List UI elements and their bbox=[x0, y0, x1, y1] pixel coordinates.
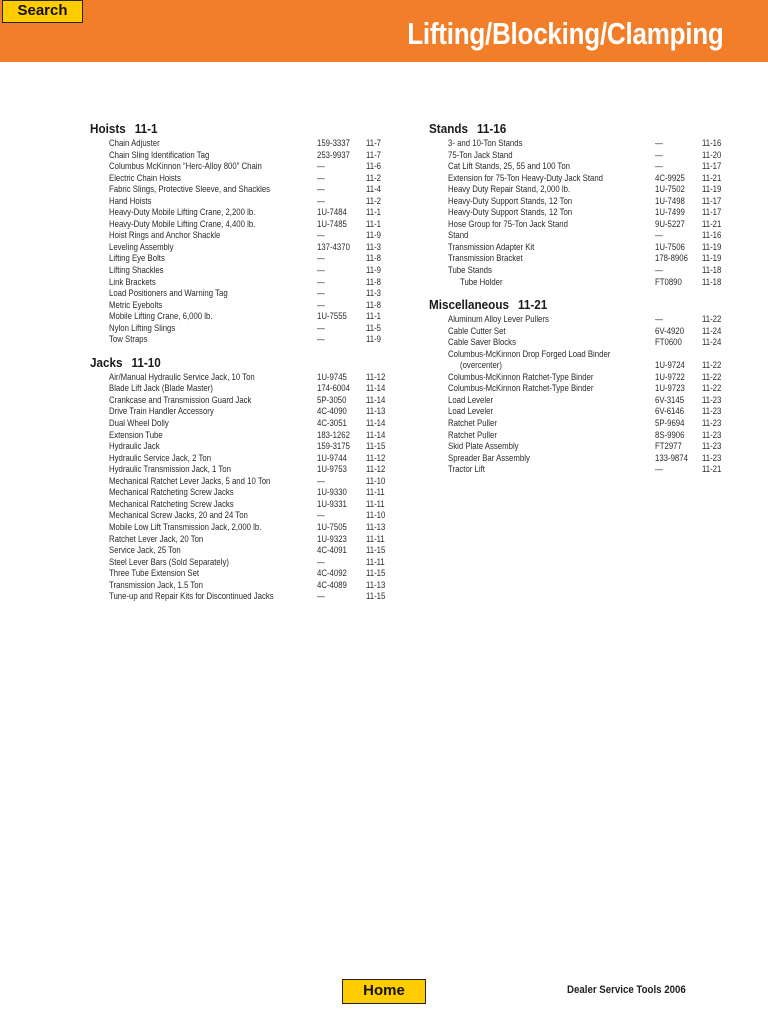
entry-name: Cable Saver Blocks bbox=[448, 337, 516, 349]
entry-page-ref: 11-11 bbox=[366, 533, 385, 545]
entry-part-number: 1U-9323 bbox=[317, 533, 347, 545]
entry-part-number: 9U-5227 bbox=[655, 218, 685, 230]
entry-name: Metric Eyebolts bbox=[109, 299, 163, 311]
entry-part-number: — bbox=[317, 172, 325, 184]
entry-part-number: 178-8906 bbox=[655, 253, 688, 265]
index-entry[interactable] bbox=[90, 196, 390, 208]
entry-name: Steel Lever Bars (Sold Separately) bbox=[109, 556, 229, 568]
left-column bbox=[90, 120, 390, 603]
entry-part-number: 8S-9906 bbox=[655, 429, 685, 441]
entry-page-ref: 11-4 bbox=[366, 184, 382, 196]
entry-page-ref: 11-3 bbox=[366, 241, 382, 253]
entry-part-number: 4C-9925 bbox=[655, 172, 685, 184]
index-entry[interactable] bbox=[90, 430, 390, 442]
entry-name: Cable Cutter Set bbox=[448, 325, 506, 337]
index-entry[interactable] bbox=[90, 265, 390, 277]
index-entry[interactable] bbox=[429, 453, 739, 465]
index-entry[interactable] bbox=[90, 207, 390, 219]
entry-part-number: 1U-9744 bbox=[317, 452, 347, 464]
entry-name: Tow Straps bbox=[109, 334, 148, 346]
index-entry[interactable] bbox=[90, 323, 390, 335]
section-heading bbox=[429, 120, 708, 138]
index-entry[interactable] bbox=[429, 277, 739, 289]
entry-part-number: — bbox=[655, 464, 663, 476]
index-entry[interactable] bbox=[90, 383, 390, 395]
index-entry[interactable] bbox=[90, 230, 390, 242]
entry-name: Load Leveler bbox=[448, 394, 494, 406]
entry-page-ref: 11-15 bbox=[366, 441, 386, 453]
home-button[interactable]: Home bbox=[342, 979, 426, 1004]
right-column bbox=[429, 120, 739, 476]
entry-page-ref: 11-13 bbox=[366, 579, 386, 591]
entry-page-ref: 11-11 bbox=[366, 556, 385, 568]
section-heading bbox=[429, 296, 708, 314]
index-entry[interactable] bbox=[429, 395, 739, 407]
entry-name: Link Brackets bbox=[109, 276, 156, 288]
entry-page-ref: 11-2 bbox=[366, 195, 382, 207]
entry-page-ref: 11-12 bbox=[366, 452, 386, 464]
entry-name: Fabric Slings, Protective Sleeve, and Shackles bbox=[109, 184, 271, 196]
entry-name: Ratchet Lever Jack, 20 Ton bbox=[109, 533, 204, 545]
index-entry[interactable] bbox=[429, 464, 739, 476]
entry-part-number: 1U-7498 bbox=[655, 195, 685, 207]
index-entry[interactable] bbox=[429, 383, 739, 395]
index-entry[interactable] bbox=[90, 441, 390, 453]
entry-name: Hydraulic Transmission Jack, 1 Ton bbox=[109, 464, 231, 476]
entry-part-number: 4C-3051 bbox=[317, 418, 347, 430]
entry-part-number: — bbox=[317, 299, 325, 311]
entry-part-number: — bbox=[317, 288, 325, 300]
entry-page-ref: 11-5 bbox=[366, 322, 382, 334]
section-page-ref: 11-10 bbox=[131, 354, 161, 370]
index-entry[interactable] bbox=[90, 311, 390, 323]
entry-name: Leveling Assembly bbox=[109, 241, 174, 253]
entry-page-ref: 11-8 bbox=[366, 276, 382, 288]
entry-page-ref: 11-10 bbox=[366, 510, 386, 522]
entry-part-number: 253-9937 bbox=[317, 149, 350, 161]
entry-page-ref: 11-9 bbox=[366, 334, 382, 346]
entry-part-number: — bbox=[317, 276, 325, 288]
entry-part-number: 4C-4091 bbox=[317, 545, 347, 557]
index-entry[interactable] bbox=[90, 242, 390, 254]
entry-page-ref: 11-23 bbox=[702, 429, 722, 441]
index-entry[interactable] bbox=[90, 161, 390, 173]
entry-page-ref: 11-11 bbox=[366, 487, 385, 499]
entry-part-number: 4C-4092 bbox=[317, 568, 347, 580]
entry-name: Mechanical Screw Jacks, 20 and 24 Ton bbox=[109, 510, 248, 522]
index-entry[interactable] bbox=[90, 150, 390, 162]
entry-part-number: — bbox=[317, 253, 325, 265]
index-entry[interactable] bbox=[90, 557, 390, 569]
entry-name: Chain Adjuster bbox=[109, 138, 160, 149]
index-entry[interactable] bbox=[429, 326, 739, 338]
entry-part-number: 1U-7555 bbox=[317, 311, 347, 323]
entry-name: Nylon Lifting Slings bbox=[109, 322, 176, 334]
entry-part-number: FT2977 bbox=[655, 441, 682, 453]
entry-page-ref: 11-23 bbox=[702, 441, 722, 453]
index-entry[interactable] bbox=[90, 372, 390, 384]
entry-name: Mobile Low Lift Transmission Jack, 2,000 lb. bbox=[109, 521, 262, 533]
entry-page-ref: 11-19 bbox=[702, 253, 722, 265]
entry-name: Dual Wheel Dolly bbox=[109, 418, 169, 430]
section-name: Miscellaneous bbox=[429, 297, 509, 313]
header-banner bbox=[0, 0, 768, 62]
entry-name: Columbus-McKinnon Ratchet-Type Binder bbox=[448, 383, 594, 395]
entry-part-number: — bbox=[317, 195, 325, 207]
section-page-ref: 11-21 bbox=[517, 297, 548, 313]
entry-page-ref: 11-6 bbox=[366, 161, 382, 173]
entry-page-ref: 11-8 bbox=[366, 299, 382, 311]
entry-name: Transmission Jack, 1.5 Ton bbox=[109, 579, 203, 591]
entry-part-number: FT0890 bbox=[655, 276, 682, 288]
entry-name: Skid Plate Assembly bbox=[448, 441, 519, 453]
entry-part-number: 159-3337 bbox=[317, 138, 350, 149]
index-entry[interactable] bbox=[429, 265, 739, 277]
entry-page-ref: 11-11 bbox=[366, 498, 385, 510]
section-name: Stands bbox=[429, 121, 469, 136]
entry-part-number: 6V-3145 bbox=[655, 394, 685, 406]
index-entry[interactable] bbox=[429, 372, 739, 384]
entry-name: Cat Lift Stands, 25, 55 and 100 Ton bbox=[448, 161, 571, 173]
index-entry[interactable] bbox=[429, 150, 739, 162]
entry-part-number: 1U-7485 bbox=[317, 218, 347, 230]
entry-name: Spreader Bar Assembly bbox=[448, 452, 530, 464]
index-entry[interactable] bbox=[429, 230, 739, 242]
entry-page-ref: 11-1 bbox=[366, 207, 382, 219]
entry-page-ref: 11-2 bbox=[366, 172, 382, 184]
section-heading bbox=[90, 120, 360, 138]
entry-part-number: — bbox=[317, 475, 325, 487]
entry-name: Hose Group for 75-Ton Jack Stand bbox=[448, 218, 568, 230]
entry-page-ref: 11-18 bbox=[702, 276, 722, 288]
index-entry[interactable] bbox=[429, 196, 739, 208]
entry-part-number: 4C-4090 bbox=[317, 406, 347, 418]
entry-name: Hand Hoists bbox=[109, 195, 152, 207]
entry-part-number: 1U-7506 bbox=[655, 241, 685, 253]
entry-name: Air/Manual Hydraulic Service Jack, 10 Ton bbox=[109, 371, 255, 383]
entry-part-number: 5P-9694 bbox=[655, 418, 685, 430]
entry-part-number: — bbox=[655, 161, 663, 173]
entry-name: Hoist Rings and Anchor Shackle bbox=[109, 230, 221, 242]
entry-part-number: 1U-9331 bbox=[317, 498, 347, 510]
entry-part-number: — bbox=[317, 334, 325, 346]
entry-name: Service Jack, 25 Ton bbox=[109, 545, 181, 557]
entry-page-ref: 11-9 bbox=[366, 230, 382, 242]
entry-page-ref: 11-22 bbox=[702, 360, 722, 372]
entry-name: 75-Ton Jack Stand bbox=[448, 149, 513, 161]
entry-name: Ratchet Puller bbox=[448, 429, 497, 441]
entry-page-ref: 11-3 bbox=[366, 288, 382, 300]
entry-page-ref: 11-14 bbox=[366, 418, 386, 430]
entry-page-ref: 11-7 bbox=[366, 138, 382, 149]
entry-name: Heavy-Duty Mobile Lifting Crane, 2,200 lb. bbox=[109, 207, 256, 219]
entry-page-ref: 11-7 bbox=[366, 149, 382, 161]
entry-page-ref: 11-13 bbox=[366, 406, 386, 418]
entry-part-number: — bbox=[655, 314, 663, 326]
index-entry[interactable] bbox=[429, 161, 739, 173]
entry-part-number: 1U-7502 bbox=[655, 184, 685, 196]
index-entry[interactable] bbox=[90, 580, 390, 592]
entry-page-ref: 11-19 bbox=[702, 241, 722, 253]
entry-page-ref: 11-1 bbox=[366, 311, 382, 323]
footer-publication-title: Dealer Service Tools 2006 bbox=[567, 984, 686, 996]
index-entry[interactable] bbox=[90, 568, 390, 580]
entry-name: Mechanical Ratcheting Screw Jacks bbox=[109, 498, 234, 510]
entry-name: Tractor Lift bbox=[448, 464, 485, 476]
entry-name: Crankcase and Transmission Guard Jack bbox=[109, 394, 252, 406]
entry-part-number: — bbox=[317, 230, 325, 242]
index-entry[interactable] bbox=[429, 207, 739, 219]
index-entry[interactable] bbox=[429, 360, 739, 372]
index-entry[interactable] bbox=[429, 253, 739, 265]
entry-name: 3- and 10-Ton Stands bbox=[448, 138, 523, 149]
entry-part-number: 1U-7484 bbox=[317, 207, 347, 219]
entry-name: Mechanical Ratcheting Screw Jacks bbox=[109, 487, 234, 499]
index-entry[interactable] bbox=[90, 138, 390, 150]
index-entry[interactable] bbox=[429, 184, 739, 196]
entry-part-number: 6V-4920 bbox=[655, 325, 685, 337]
entry-page-ref: 11-9 bbox=[366, 265, 382, 277]
entry-part-number: FT0600 bbox=[655, 337, 682, 349]
index-entry[interactable] bbox=[90, 406, 390, 418]
entry-part-number: 159-3175 bbox=[317, 441, 350, 453]
index-entry[interactable] bbox=[429, 406, 739, 418]
entry-page-ref: 11-10 bbox=[366, 475, 386, 487]
entry-name: Load Leveler bbox=[448, 406, 494, 418]
entry-part-number: 1U-7499 bbox=[655, 207, 685, 219]
entry-name: Mobile Lifting Crane, 6,000 lb. bbox=[109, 311, 213, 323]
index-entry[interactable] bbox=[429, 337, 739, 349]
entry-page-ref: 11-14 bbox=[366, 429, 386, 441]
page-title: Lifting/Blocking/Clamping bbox=[407, 16, 724, 51]
entry-page-ref: 11-23 bbox=[702, 452, 722, 464]
entry-name: Load Positioners and Warning Tag bbox=[109, 288, 228, 300]
entry-name: Three Tube Extension Set bbox=[109, 568, 200, 580]
entry-part-number: 4C-4089 bbox=[317, 579, 347, 591]
entry-page-ref: 11-12 bbox=[366, 371, 386, 383]
index-entry[interactable] bbox=[429, 138, 739, 150]
index-entry[interactable] bbox=[90, 510, 390, 522]
section-page-ref: 11-1 bbox=[134, 121, 158, 136]
entry-name: Transmission Bracket bbox=[448, 253, 523, 265]
entry-part-number: — bbox=[317, 265, 325, 277]
index-entry[interactable] bbox=[429, 430, 739, 442]
entry-page-ref: 11-20 bbox=[702, 149, 722, 161]
entry-page-ref: 11-13 bbox=[366, 521, 386, 533]
entry-name: Tube Stands bbox=[448, 265, 492, 277]
entry-part-number: — bbox=[317, 591, 325, 603]
entry-part-number: 183-1262 bbox=[317, 429, 350, 441]
index-entry[interactable] bbox=[90, 334, 390, 346]
entry-part-number: 137-4370 bbox=[317, 241, 350, 253]
entry-name: Chain Sling Identification Tag bbox=[109, 149, 210, 161]
entry-name: (overcenter) bbox=[460, 360, 502, 372]
entry-part-number: 5P-3050 bbox=[317, 394, 347, 406]
entry-page-ref: 11-17 bbox=[702, 207, 722, 219]
entry-page-ref: 11-22 bbox=[702, 314, 722, 326]
entry-part-number: 1U-9753 bbox=[317, 464, 347, 476]
entry-part-number: — bbox=[655, 138, 663, 149]
index-entry[interactable] bbox=[429, 418, 739, 430]
index-entry[interactable] bbox=[429, 219, 739, 231]
entry-name: Tube Holder bbox=[460, 276, 503, 288]
index-entry[interactable] bbox=[90, 487, 390, 499]
index-entry[interactable] bbox=[90, 499, 390, 511]
entry-part-number: — bbox=[317, 510, 325, 522]
index-entry[interactable] bbox=[90, 476, 390, 488]
entry-page-ref: 11-15 bbox=[366, 591, 386, 603]
entry-page-ref: 11-22 bbox=[702, 383, 722, 395]
index-entry[interactable] bbox=[90, 395, 390, 407]
entry-name: Heavy-Duty Mobile Lifting Crane, 4,400 lb. bbox=[109, 218, 256, 230]
index-entry[interactable] bbox=[90, 219, 390, 231]
index-entry[interactable] bbox=[90, 464, 390, 476]
entry-page-ref: 11-24 bbox=[702, 325, 722, 337]
entry-part-number: 1U-9724 bbox=[655, 360, 685, 372]
section-name: Hoists bbox=[90, 121, 126, 136]
search-button[interactable]: Search bbox=[2, 0, 83, 23]
index-entry[interactable] bbox=[90, 184, 390, 196]
entry-part-number: — bbox=[317, 556, 325, 568]
entry-name: Drive Train Handler Accessory bbox=[109, 406, 214, 418]
index-entry[interactable] bbox=[90, 418, 390, 430]
index-entry[interactable] bbox=[90, 522, 390, 534]
entry-part-number: 1U-9745 bbox=[317, 371, 347, 383]
index-entry[interactable] bbox=[429, 349, 739, 361]
entry-name: Electric Chain Hoists bbox=[109, 172, 181, 184]
entry-name: Heavy Duty Repair Stand, 2,000 lb. bbox=[448, 184, 571, 196]
index-entry[interactable] bbox=[429, 314, 739, 326]
entry-name: Tune-up and Repair Kits for Discontinued Jacks bbox=[109, 591, 274, 603]
entry-part-number: — bbox=[317, 161, 325, 173]
entry-name: Hydraulic Service Jack, 2 Ton bbox=[109, 452, 212, 464]
entry-part-number: — bbox=[655, 149, 663, 161]
index-entry[interactable] bbox=[90, 288, 390, 300]
index-entry[interactable] bbox=[429, 242, 739, 254]
entry-name: Lifting Eye Bolts bbox=[109, 253, 165, 265]
index-entry[interactable] bbox=[90, 453, 390, 465]
entry-page-ref: 11-21 bbox=[702, 172, 722, 184]
entry-page-ref: 11-12 bbox=[366, 464, 386, 476]
entry-name: Aluminum Alloy Lever Pullers bbox=[448, 314, 549, 326]
entry-part-number: 1U-9722 bbox=[655, 371, 685, 383]
entry-page-ref: 11-14 bbox=[366, 394, 386, 406]
entry-page-ref: 11-21 bbox=[702, 464, 722, 476]
entry-name: Hydraulic Jack bbox=[109, 441, 160, 453]
index-entry[interactable] bbox=[90, 277, 390, 289]
entry-name: Lifting Shackles bbox=[109, 265, 164, 277]
entry-page-ref: 11-16 bbox=[702, 230, 722, 242]
entry-page-ref: 11-16 bbox=[702, 138, 722, 149]
entry-name: Heavy-Duty Support Stands, 12 Ton bbox=[448, 195, 573, 207]
entry-name: Columbus McKinnon “Herc-Alloy 800” Chain bbox=[109, 161, 262, 173]
index-entry[interactable] bbox=[429, 173, 739, 185]
entry-name: Columbus-McKinnon Ratchet-Type Binder bbox=[448, 371, 594, 383]
entry-page-ref: 11-23 bbox=[702, 418, 722, 430]
entry-page-ref: 11-23 bbox=[702, 406, 722, 418]
index-entry[interactable] bbox=[90, 253, 390, 265]
entry-page-ref: 11-21 bbox=[702, 218, 722, 230]
entry-name: Extension Tube bbox=[109, 429, 163, 441]
section-page-ref: 11-16 bbox=[477, 121, 507, 136]
entry-part-number: 1U-9723 bbox=[655, 383, 685, 395]
entry-name: Columbus-McKinnon Drop Forged Load Binder bbox=[448, 348, 611, 360]
entry-page-ref: 11-8 bbox=[366, 253, 382, 265]
entry-page-ref: 11-15 bbox=[366, 568, 386, 580]
entry-part-number: 174-6004 bbox=[317, 383, 350, 395]
entry-part-number: 6V-6146 bbox=[655, 406, 685, 418]
entry-name: Heavy-Duty Support Stands, 12 Ton bbox=[448, 207, 573, 219]
index-entry[interactable] bbox=[90, 300, 390, 312]
entry-page-ref: 11-14 bbox=[366, 383, 386, 395]
entry-part-number: — bbox=[655, 230, 663, 242]
entry-page-ref: 11-23 bbox=[702, 394, 722, 406]
index-entry[interactable] bbox=[90, 534, 390, 546]
section-heading bbox=[90, 354, 360, 372]
entry-name: Ratchet Puller bbox=[448, 418, 497, 430]
index-entry[interactable] bbox=[429, 441, 739, 453]
entry-page-ref: 11-24 bbox=[702, 337, 722, 349]
entry-page-ref: 11-15 bbox=[366, 545, 386, 557]
entry-page-ref: 11-19 bbox=[702, 184, 722, 196]
entry-part-number: 1U-7505 bbox=[317, 521, 347, 533]
entry-name: Stand bbox=[448, 230, 469, 242]
entry-part-number: — bbox=[317, 184, 325, 196]
entry-name: Mechanical Ratchet Lever Jacks, 5 and 10 Ton bbox=[109, 475, 271, 487]
index-entry[interactable] bbox=[90, 545, 390, 557]
entry-name: Blade Lift Jack (Blade Master) bbox=[109, 383, 213, 395]
entry-page-ref: 11-18 bbox=[702, 265, 722, 277]
entry-page-ref: 11-1 bbox=[366, 218, 382, 230]
entry-part-number: 1U-9330 bbox=[317, 487, 347, 499]
entry-page-ref: 11-22 bbox=[702, 371, 722, 383]
entry-part-number: — bbox=[317, 322, 325, 334]
entry-name: Transmission Adapter Kit bbox=[448, 241, 535, 253]
entry-page-ref: 11-17 bbox=[702, 161, 722, 173]
index-entry[interactable] bbox=[90, 173, 390, 185]
index-entry[interactable] bbox=[90, 591, 390, 603]
entry-page-ref: 11-17 bbox=[702, 195, 722, 207]
entry-name: Extension for 75-Ton Heavy-Duty Jack Stand bbox=[448, 172, 604, 184]
entry-part-number: 133-9874 bbox=[655, 452, 688, 464]
entry-part-number: — bbox=[655, 265, 663, 277]
section-name: Jacks bbox=[90, 354, 123, 370]
